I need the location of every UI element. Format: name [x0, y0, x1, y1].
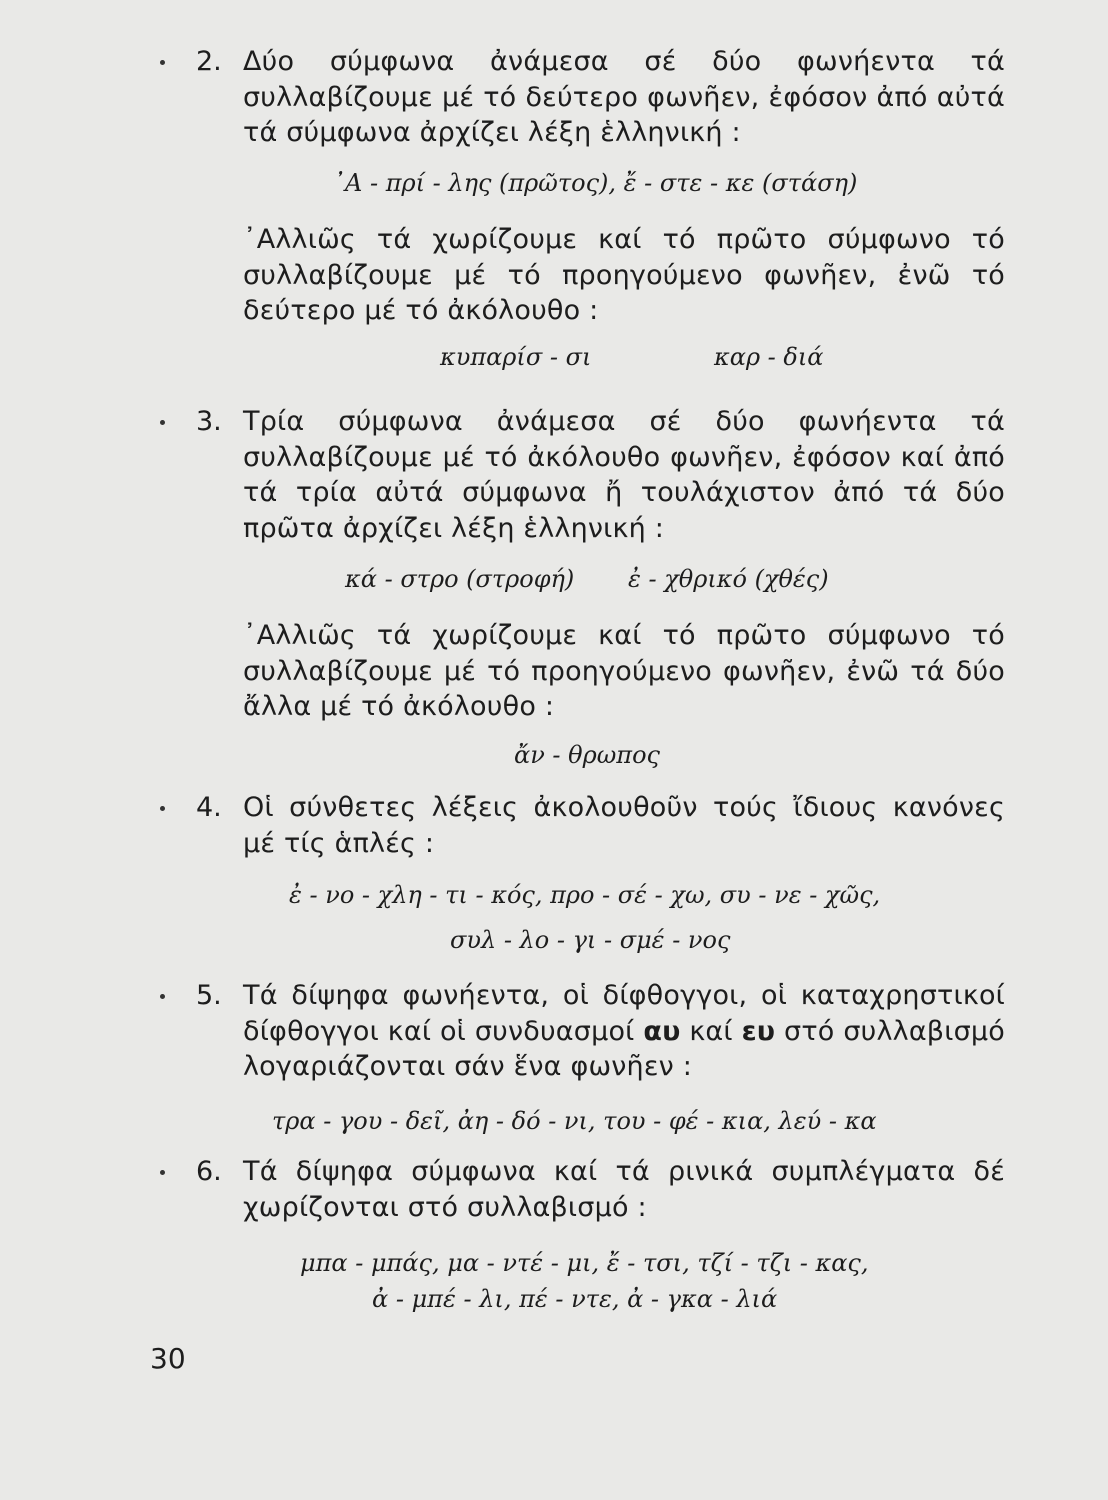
rule-text: Δύο σύμφωνα ἀνάμεσα σέ δύο φωνήεντα τά συλλαβίζουμε μέ τό δεύτερο φωνῆεν, ἐφόσον ἀπό αὐτά τά σύμφωνα ἀρχίζει λέξη ἑλληνική : — [243, 46, 1005, 148]
example-line: τρα - γου - δεῖ, ἀη - δό - νι, του - φέ - κια, λεύ - κα — [272, 1107, 877, 1135]
example-line: ἀ - μπέ - λι, πέ - ντε, ἀ - γκα - λιά — [372, 1285, 778, 1313]
rule-text-part: Τά δίψηφα φωνήεντα, οἱ δίφθογγοι, οἱ καταχρηστικοί δίφθογγοι καί οἱ συνδυασμοί — [243, 980, 1005, 1047]
bold-term: αυ — [643, 1015, 681, 1047]
bullet-marker — [160, 994, 165, 999]
rule-text: Οἱ σύνθετες λέξεις ἀκολουθοῦν τούς ἴδιους κανόνες μέ τίς ἁπλές : — [243, 792, 1005, 859]
example-line: συλ - λο - γι - σμέ - νος — [450, 926, 731, 954]
rule-number: 3. — [196, 406, 222, 437]
rule-text: ᾽Αλλιῶς τά χωρίζουμε καί τό πρῶτο σύμφωνο τό συλλαβίζουμε μέ τό προηγούμενο φωνῆεν, ἐνῶ τό δεύτερο μέ τό ἀκόλουθο : — [243, 224, 1005, 326]
bullet-marker — [160, 420, 165, 425]
rule-text: Τά δίψηφα σύμφωνα καί τά ρινικά συμπλέγματα δέ χωρίζονται στό συλλαβισμό : — [243, 1156, 1005, 1223]
rule-text: ᾽Αλλιῶς τά χωρίζουμε καί τό πρῶτο σύμφωνο τό συλλαβίζουμε μέ τό προηγούμενο φωνῆεν, ἐνῶ τά δύο ἄλλα μέ τό ἀκόλουθο : — [243, 620, 1005, 722]
rule-number: 4. — [196, 792, 222, 823]
rule-text: Τρία σύμφωνα ἀνάμεσα σέ δύο φωνήεντα τά συλλαβίζουμε μέ τό ἀκόλουθο φωνῆεν, ἐφόσον καί ἀπό τά τρία αὐτά σύμφωνα ἤ τουλάχιστον ἀπό τά δύο πρῶτα ἀρχίζει λέξη ἑλληνική : — [243, 406, 1005, 544]
rule-text-part: καί — [680, 1015, 742, 1047]
bold-term: ευ — [741, 1015, 776, 1047]
rule-number: 2. — [196, 46, 222, 77]
rule-number: 6. — [196, 1156, 222, 1187]
bullet-marker — [160, 60, 165, 65]
bullet-marker — [160, 1170, 165, 1175]
example-line: ᾽Α - πρί - λης (πρῶτος), ἔ - στε - κε (στάση) — [333, 169, 858, 197]
example-word: ἐ - χθρικό (χθές) — [628, 565, 829, 593]
page-number: 30 — [150, 1342, 186, 1375]
rule-number: 5. — [196, 980, 222, 1011]
example-word: ἄν - θρωπος — [514, 741, 660, 769]
rule-text-part: στό συλλαβισμό λογαριάζονται σάν ἕνα φωνῆεν : — [243, 1015, 1005, 1082]
example-word: κυπαρίσ - σι — [440, 343, 592, 371]
rule-text — [243, 978, 1005, 1085]
bullet-marker — [160, 806, 165, 811]
example-line: ἐ - νο - χλη - τι - κός, προ - σέ - χω, συ - νε - χῶς, — [289, 881, 881, 909]
example-word: καρ - διά — [714, 343, 824, 371]
example-word: κά - στρο (στροφή) — [345, 565, 575, 593]
example-line: μπα - μπάς, μα - ντέ - μι, ἔ - τσι, τζί - τζι - κας, — [300, 1249, 869, 1277]
